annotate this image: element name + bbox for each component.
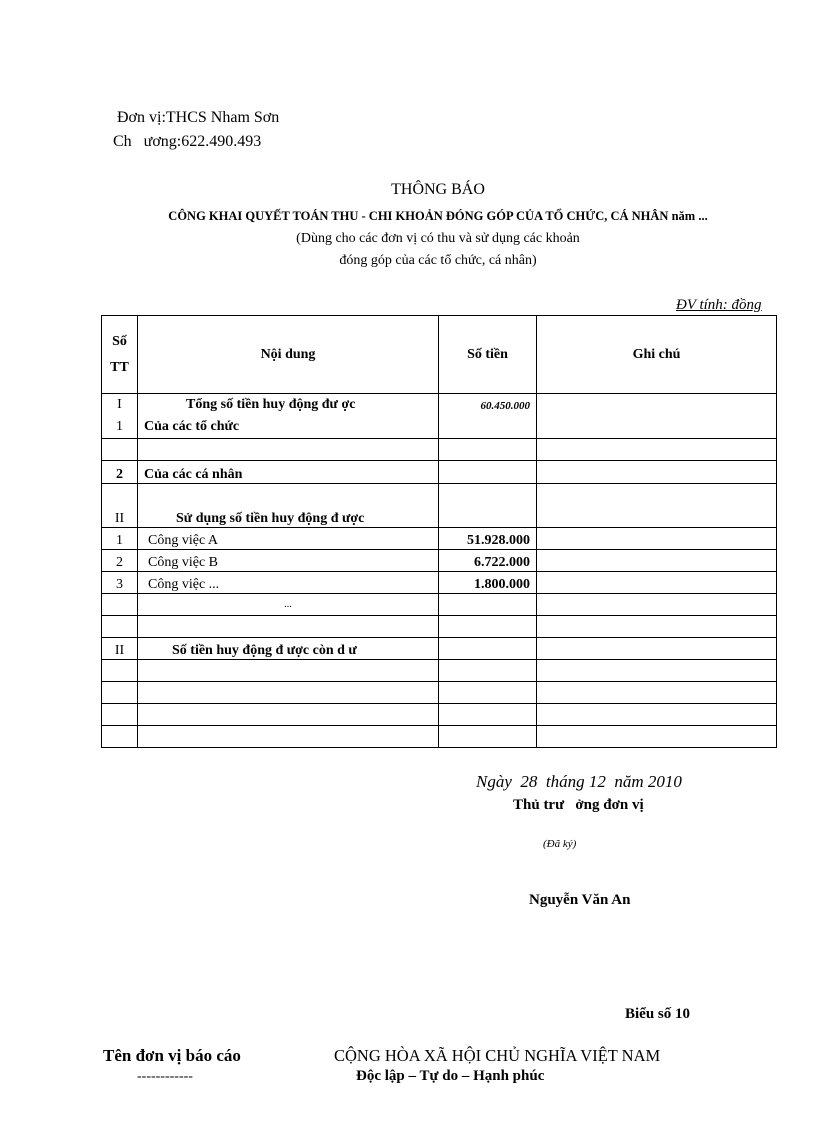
table-header-row xyxy=(102,316,777,394)
row-stt: 2 xyxy=(102,550,138,572)
header-stt: Số TT xyxy=(102,316,138,394)
unit-name: Đơn vị:THCS Nham Sơn xyxy=(117,109,280,126)
row-note xyxy=(537,682,777,704)
row-content: Tổng số tiền huy động đư ợc Của các tổ chức xyxy=(138,394,439,439)
row-amount xyxy=(439,594,537,616)
row-amount xyxy=(439,616,537,638)
row-amount xyxy=(439,439,537,461)
table-row xyxy=(102,484,777,528)
notice-subtitle: CÔNG KHAI QUYẾT TOÁN THU - CHI KHOẢN ĐÓNG GÓP CỦA TỔ CHỨC, CÁ NHÂN năm ... xyxy=(168,209,708,223)
row-note xyxy=(537,594,777,616)
row-stt: 2 xyxy=(102,461,138,484)
row-content xyxy=(138,616,439,638)
row-stt: 3 xyxy=(102,572,138,594)
row-amount xyxy=(439,484,537,528)
row-content xyxy=(138,439,439,461)
row-note xyxy=(537,484,777,528)
row-note xyxy=(537,616,777,638)
row-stt xyxy=(102,616,138,638)
reporting-unit-dashes: ------------ xyxy=(137,1069,193,1084)
table-row xyxy=(102,726,777,748)
row-note xyxy=(537,638,777,660)
table-row xyxy=(102,594,777,616)
currency-unit: ĐV tính: đồng xyxy=(676,297,762,313)
row-content xyxy=(138,726,439,748)
chapter-code: Ch ương:622.490.493 xyxy=(113,133,262,150)
row-amount xyxy=(439,461,537,484)
signature-date: Ngày 28 tháng 12 năm 2010 xyxy=(476,772,682,791)
row-content: Sử dụng số tiền huy động đ ược xyxy=(138,484,439,528)
row-note xyxy=(537,726,777,748)
signature-status: (Đã ký) xyxy=(543,838,577,850)
row-note xyxy=(537,528,777,550)
row-content xyxy=(138,682,439,704)
row-content: Số tiền huy động đ ược còn d ư xyxy=(138,638,439,660)
row-amount: 60.450.000 xyxy=(439,394,537,439)
row-stt xyxy=(102,660,138,682)
row-stt: II xyxy=(102,638,138,660)
row-note xyxy=(537,704,777,726)
settlement-table xyxy=(101,315,777,748)
notice-note-line2: đóng góp của các tổ chức, cá nhân) xyxy=(339,253,537,268)
row-note xyxy=(537,461,777,484)
table-row xyxy=(102,572,777,594)
header-note: Ghi chú xyxy=(537,316,777,394)
row-amount xyxy=(439,682,537,704)
row-note xyxy=(537,394,777,439)
row-content xyxy=(138,660,439,682)
row-amount xyxy=(439,704,537,726)
row-amount xyxy=(439,660,537,682)
row-amount: 6.722.000 xyxy=(439,550,537,572)
row-stt: I 1 xyxy=(102,394,138,439)
row-content: Của các cá nhân xyxy=(138,461,439,484)
row-stt xyxy=(102,704,138,726)
row-content: Công việc A xyxy=(138,528,439,550)
table-row xyxy=(102,550,777,572)
country-name: CỘNG HÒA XÃ HỘI CHỦ NGHĨA VIỆT NAM xyxy=(334,1046,661,1065)
table-row xyxy=(102,660,777,682)
table-row xyxy=(102,682,777,704)
signer-name: Nguyễn Văn An xyxy=(529,892,631,908)
row-content xyxy=(138,704,439,726)
reporting-unit-label: Tên đơn vị báo cáo xyxy=(103,1046,241,1065)
row-stt: 1 xyxy=(102,528,138,550)
row-stt xyxy=(102,594,138,616)
header-content: Nội dung xyxy=(138,316,439,394)
signature-role: Thủ trư ởng đơn vị xyxy=(513,797,644,813)
header-amount: Số tiền xyxy=(439,316,537,394)
row-amount: 51.928.000 xyxy=(439,528,537,550)
notice-title: THÔNG BÁO xyxy=(391,181,485,198)
table-row xyxy=(102,638,777,660)
row-note xyxy=(537,439,777,461)
notice-note-line1: (Dùng cho các đơn vị có thu và sử dụng các khoản xyxy=(296,231,580,246)
table-row xyxy=(102,704,777,726)
table-row xyxy=(102,616,777,638)
national-motto: Độc lập – Tự do – Hạnh phúc xyxy=(356,1068,545,1084)
row-stt: II xyxy=(102,484,138,528)
row-note xyxy=(537,572,777,594)
row-stt xyxy=(102,726,138,748)
row-content: Công việc ... xyxy=(138,572,439,594)
table-row xyxy=(102,394,777,439)
row-stt xyxy=(102,439,138,461)
row-content: Công việc B xyxy=(138,550,439,572)
row-amount xyxy=(439,638,537,660)
row-note xyxy=(537,550,777,572)
table-row xyxy=(102,439,777,461)
row-amount: 1.800.000 xyxy=(439,572,537,594)
table-row xyxy=(102,528,777,550)
table-row xyxy=(102,461,777,484)
row-content: ... xyxy=(138,594,439,616)
form-number: Biểu số 10 xyxy=(625,1006,691,1022)
row-amount xyxy=(439,726,537,748)
row-note xyxy=(537,660,777,682)
row-stt xyxy=(102,682,138,704)
